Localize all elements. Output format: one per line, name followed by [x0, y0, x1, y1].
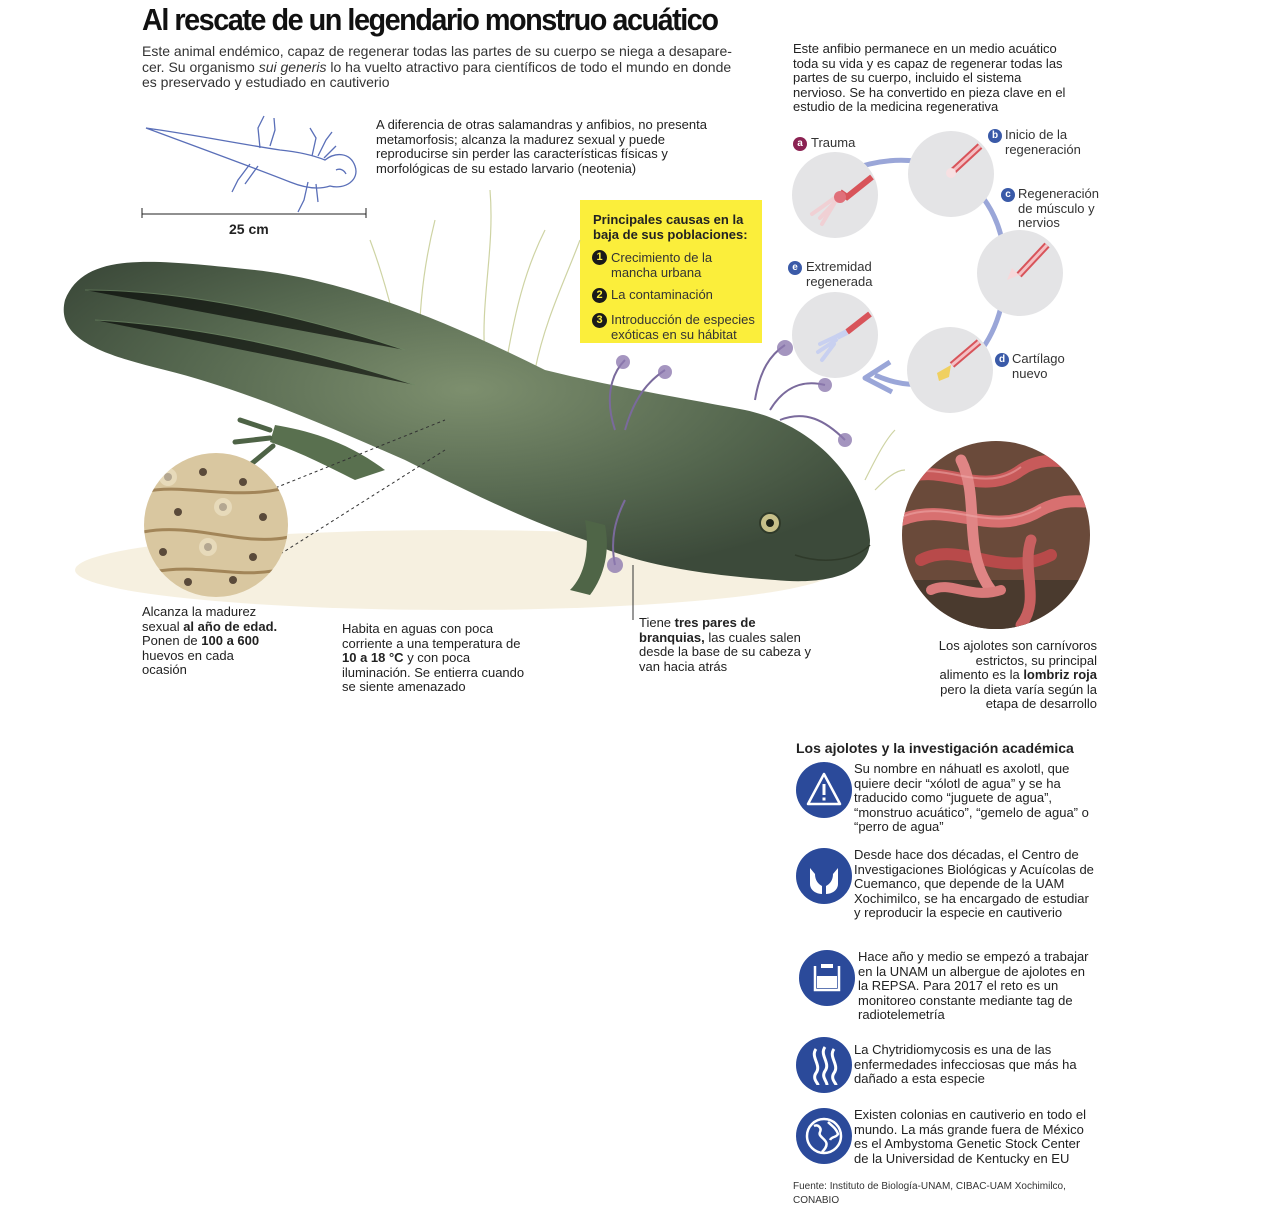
cause-number-1: 1 — [592, 250, 607, 265]
research-item-2: Desde hace dos décadas, el Centro de Investigaciones Biológicas y Acuícolas de Cuemanco, que depende de la UAM Xochimilco, se ha encargado de estudiar y reproducir la especie en cautiverio — [854, 847, 1094, 920]
step-e-circle — [792, 292, 878, 378]
eggs-closeup-image — [143, 452, 289, 598]
cause-item-2: La contaminación — [611, 287, 713, 302]
limb-cartilage-icon — [907, 327, 993, 413]
step-c-circle — [977, 230, 1063, 316]
source-text: Fuente: Instituto de Biología-UNAM, CIBAC-UAM Xochimilco, CONABIO — [793, 1181, 1066, 1206]
step-a-label: Trauma — [811, 135, 856, 150]
habitat-text: Habita en aguas con poca corriente a una temperatura de 10 a 18 °C y con poca iluminación. Se entierra cuando se siente amenazado — [342, 621, 525, 694]
scale-label: 25 cm — [229, 221, 269, 237]
maturity-text: Alcanza la madurez sexual al año de edad. Ponen de 100 a 600 huevos en cada ocasión — [142, 604, 278, 677]
cause-item-3: Introducción de especies exóticas en su hábitat — [611, 312, 755, 342]
research-item-1: Su nombre en náhuatl es axolotl, que quiere decir “xólotl de agua” y se ha traducido como “juguete de agua”, “monstruo acuático”, “gemelo de agua” o “perro de agua” — [854, 761, 1089, 834]
cause-item-1: Crecimiento de la mancha urbana — [611, 250, 713, 280]
diet-text: Los ajolotes son carnívoros estrictos, su principal alimento es la lombriz roja pero la dieta varía según la etapa de desarrollo — [938, 638, 1097, 711]
limb-regenerated-icon — [792, 292, 878, 378]
step-c-badge: c — [1001, 188, 1015, 202]
warning-icon — [796, 762, 852, 818]
gills-text: Tiene tres pares de branquias, las cuales salen desde la base de su cabeza y van hacia atrás — [639, 615, 812, 674]
red-worms-image — [901, 440, 1092, 631]
step-e-label: Extremidad regenerada — [806, 259, 873, 289]
step-b-circle — [908, 131, 994, 217]
research-item-4: La Chytridiomycosis es una de las enfermedades infecciosas que más ha dañado a esta especie — [854, 1042, 1077, 1086]
step-b-badge: b — [988, 129, 1002, 143]
step-b-label: Inicio de la regeneración — [1005, 127, 1081, 157]
neoteny-text: A diferencia de otras salamandras y anfibios, no presenta metamorfosis; alcanza la madurez sexual y puede reproducirse sin perder las características físicas y morfológicas de su estado larvario (neotenia) — [376, 117, 707, 176]
limb-trauma-icon — [792, 152, 878, 238]
globe-icon — [796, 1108, 852, 1164]
step-a-circle — [792, 152, 878, 238]
aquarium-icon — [799, 950, 855, 1006]
cause-number-3: 3 — [592, 313, 607, 328]
causes-title: Principales causas en la baja de sus poblaciones: — [593, 212, 748, 242]
research-item-3: Hace año y medio se empezó a trabajar en la UNAM un albergue de ajolotes en la REPSA. Para 2017 el reto es un monitoreo constante mediante tag de radiotelemetría — [858, 949, 1089, 1022]
regeneration-intro: Este anfibio permanece en un medio acuático toda su vida y es capaz de regenerar todas las partes de su cuerpo, incluido el sistema nervioso. Se ha convertido en pieza clave en el estudio de la medicina regenerativa — [793, 41, 1066, 114]
waves-icon — [796, 1037, 852, 1093]
step-d-circle — [907, 327, 993, 413]
limb-healing-icon — [908, 131, 994, 217]
research-title: Los ajolotes y la investigación académica — [796, 740, 1074, 756]
intro-text: Este animal endémico, capaz de regenerar todas las partes de su cuerpo se niega a desapare-cer. Su organismo sui generis lo ha vuelto atractivo para científicos de todo el mundo en donde es preservado y estudiado en cautiverio — [142, 43, 732, 90]
page-title: Al rescate de un legendario monstruo acuático — [142, 2, 718, 37]
step-d-badge: d — [995, 353, 1009, 367]
hands-icon — [796, 848, 852, 904]
step-e-badge: e — [788, 261, 802, 275]
limb-muscle-icon — [977, 230, 1063, 316]
step-a-badge: a — [793, 137, 807, 151]
cause-number-2: 2 — [592, 288, 607, 303]
step-d-label: Cartílago nuevo — [1012, 351, 1065, 381]
research-item-5: Existen colonias en cautiverio en todo el mundo. La más grande fuera de México es el Ambystoma Genetic Stock Center de la Universidad de Kentucky en EU — [854, 1107, 1086, 1166]
step-c-label: Regeneración de músculo y nervios — [1018, 186, 1099, 230]
